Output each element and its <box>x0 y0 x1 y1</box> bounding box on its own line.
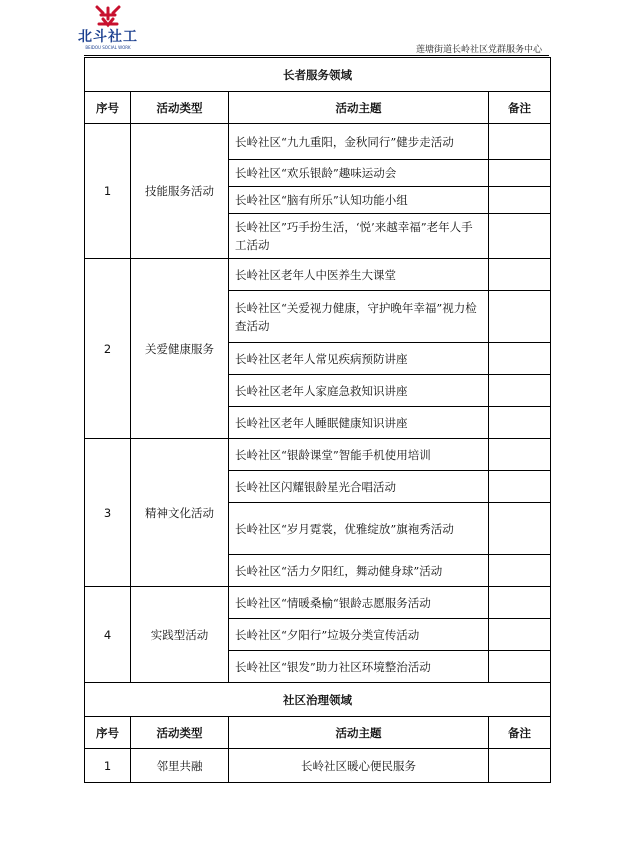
table-header-row <box>85 717 551 749</box>
activity-topic: 长岭社区闪耀银龄星光合唱活动 <box>229 471 489 503</box>
remarks-cell <box>489 259 551 291</box>
section-title-row <box>85 683 551 717</box>
group-number: 4 <box>85 587 131 683</box>
table-header-row <box>85 92 551 124</box>
activity-topic: 长岭社区“情暖桑榆“银龄志愿服务活动 <box>229 587 489 619</box>
header-remarks: 备注 <box>489 717 551 749</box>
header-divider <box>84 55 549 56</box>
remarks-cell <box>489 124 551 160</box>
remarks-cell <box>489 471 551 503</box>
activity-topic: 长岭社区“脑有所乐”认知功能小组 <box>229 187 489 214</box>
logo-text: 北斗社工 <box>78 29 138 45</box>
table-row <box>85 749 551 783</box>
group-number: 1 <box>85 749 131 783</box>
page-header <box>0 0 627 58</box>
header-activity-topic: 活动主题 <box>229 717 489 749</box>
table-row <box>85 124 551 160</box>
activity-topic: 长岭社区“银龄课堂”智能手机使用培训 <box>229 439 489 471</box>
group-number: 2 <box>85 259 131 439</box>
remarks-cell <box>489 587 551 619</box>
remarks-cell <box>489 503 551 555</box>
beidou-logo <box>76 5 140 51</box>
remarks-cell <box>489 439 551 471</box>
remarks-cell <box>489 160 551 187</box>
group-number: 3 <box>85 439 131 587</box>
table-row <box>85 259 551 291</box>
activity-topic: 长岭社区“银发”助力社区环境整治活动 <box>229 651 489 683</box>
header-number: 序号 <box>85 92 131 124</box>
header-activity-type: 活动类型 <box>131 717 229 749</box>
activity-topic: 长岭社区“夕阳行”垃圾分类宣传活动 <box>229 619 489 651</box>
group-number: 1 <box>85 124 131 259</box>
remarks-cell <box>489 291 551 343</box>
remarks-cell <box>489 407 551 439</box>
header-remarks: 备注 <box>489 92 551 124</box>
activity-topic: 长岭社区老年人中医养生大课堂 <box>229 259 489 291</box>
organization-name: 莲塘街道长岭社区党群服务中心 <box>415 45 542 55</box>
activity-type: 关爱健康服务 <box>131 259 229 439</box>
remarks-cell <box>489 187 551 214</box>
header-activity-type: 活动类型 <box>131 92 229 124</box>
activity-topic: 长岭社区“欢乐银龄”趣味运动会 <box>229 160 489 187</box>
remarks-cell <box>489 555 551 587</box>
activity-table <box>84 57 551 783</box>
remarks-cell <box>489 343 551 375</box>
section-title: 社区治理领域 <box>85 683 551 717</box>
remarks-cell <box>489 214 551 259</box>
activity-topic: 长岭社区“九九重阳，金秋同行”健步走活动 <box>229 124 489 160</box>
remarks-cell <box>489 619 551 651</box>
activity-type: 邻里共融 <box>131 749 229 783</box>
activity-topic: 长岭社区老年人常见疾病预防讲座 <box>229 343 489 375</box>
remarks-cell <box>489 749 551 783</box>
activity-topic: 长岭社区“关爱视力健康，守护晚年幸福”视力检查活动 <box>229 291 489 343</box>
table-row <box>85 439 551 471</box>
activity-type: 精神文化活动 <box>131 439 229 587</box>
remarks-cell <box>489 375 551 407</box>
section-title-row <box>85 58 551 92</box>
activity-type: 技能服务活动 <box>131 124 229 259</box>
remarks-cell <box>489 651 551 683</box>
activity-topic: 长岭社区”巧手扮生活，‘悦’来越幸福”老年人手工活动 <box>229 214 489 259</box>
activity-topic: 长岭社区“岁月霓裳，优雅绽放”旗袍秀活动 <box>229 503 489 555</box>
beidou-logo-icon <box>93 5 123 29</box>
header-activity-topic: 活动主题 <box>229 92 489 124</box>
section-title: 长者服务领域 <box>85 58 551 92</box>
activity-topic: 长岭社区老年人睡眠健康知识讲座 <box>229 407 489 439</box>
table-row <box>85 587 551 619</box>
activity-topic: 长岭社区“活力夕阳红，舞动健身球”活动 <box>229 555 489 587</box>
activity-topic: 长岭社区暖心便民服务 <box>229 749 489 783</box>
logo-subtext: BEIDOU SOCIAL WORK <box>85 45 131 50</box>
header-number: 序号 <box>85 717 131 749</box>
activity-topic: 长岭社区老年人家庭急救知识讲座 <box>229 375 489 407</box>
activity-type: 实践型活动 <box>131 587 229 683</box>
